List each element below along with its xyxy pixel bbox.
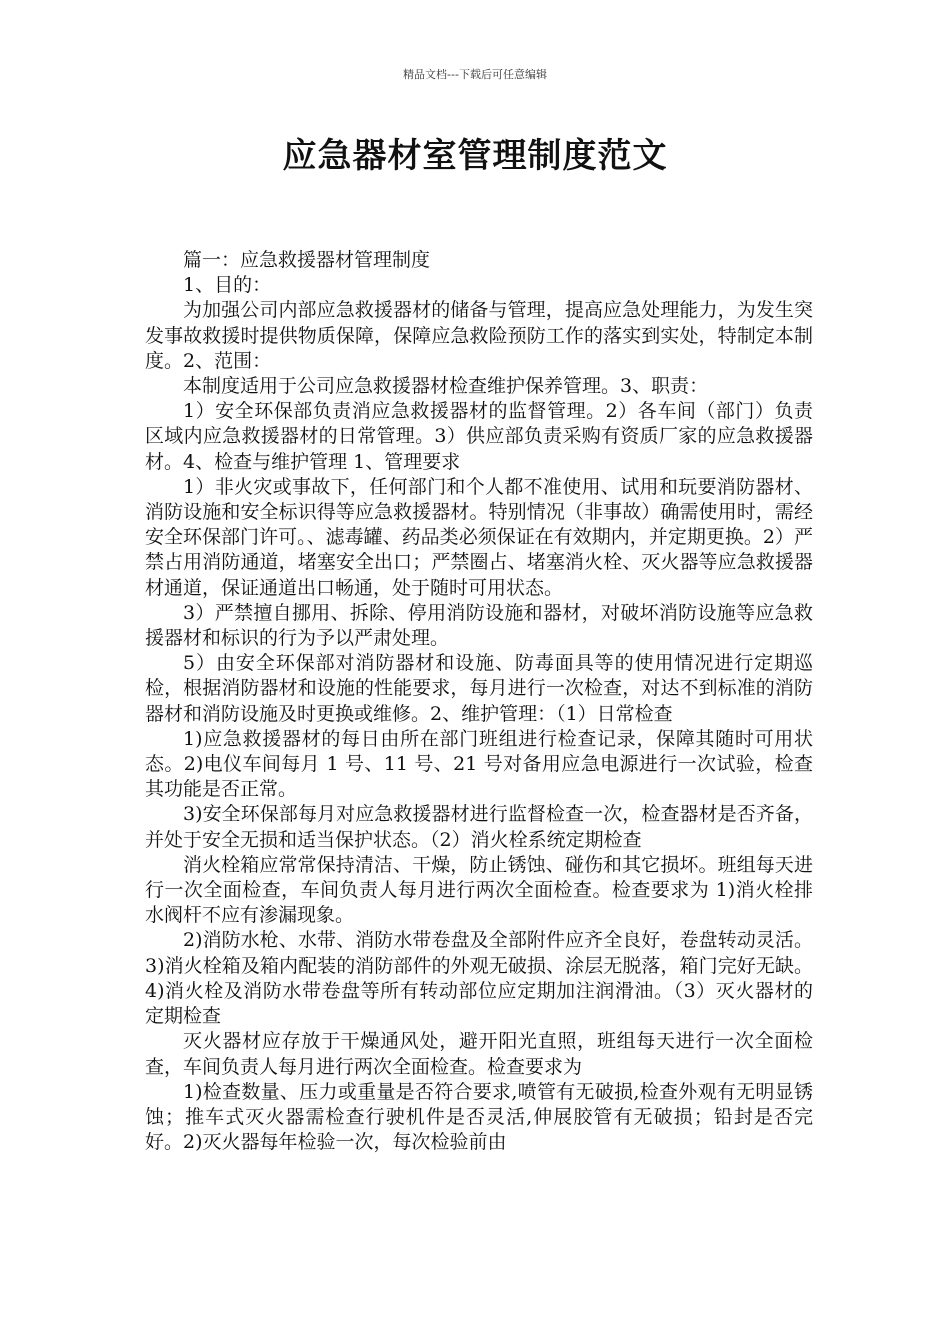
paragraph: 2)消防水枪、水带、消防水带卷盘及全部附件应齐全良好，卷盘转动灵活。3)消火栓箱及箱内配装的消防部件的外观无破损、涂层无脱落，箱门完好无缺。4)消火栓及消防水带卷盘等所有转动部位应定期加注润滑油。（3）灭火器材的定期检查	[145, 929, 813, 1028]
paragraph: 为加强公司内部应急救援器材的储备与管理，提高应急处理能力，为发生突发事故救援时提供物质保障，保障应急救险预防工作的落实到实处，特制定本制度。2、范围：	[145, 299, 813, 372]
paragraph: 3)安全环保部每月对应急救援器材进行监督检查一次，检查器材是否齐备，并处于安全无损和适当保护状态。（2）消火栓系统定期检查	[145, 803, 813, 851]
header-note: 精品文档---下载后可任意编辑	[403, 68, 547, 81]
paragraph: 篇一：应急救援器材管理制度	[183, 249, 431, 271]
document-title: 应急器材室管理制度范文	[282, 136, 668, 176]
paragraph: 本制度适用于公司应急救援器材检查维护保养管理。3、职责：	[183, 375, 709, 398]
paragraph: 1)检查数量、压力或重量是否符合要求,喷管有无破损,检查外观有无明显锈蚀；推车式灭火器需检查行驶机件是否灵活,伸展胶管有无破损；铅封是否完好。2)灭火器每年检验一次，每次检验前由	[145, 1080, 813, 1154]
paragraph: 1、目的：	[183, 274, 272, 297]
paragraph: 1）非火灾或事故下，任何部门和个人都不准使用、试用和玩要消防器材、消防设施和安全标识得等应急救援器材。特别情况（非事故）确需使用时，需经安全环保部门许可。、滤毒罐、药品类必须保证在有效期内，并定期更换。2）严禁占用消防通道，堵塞安全出口；严禁圈占、堵塞消火栓、灭火器等应急救援器材通道，保证通道出口畅通，处于随时可用状态。	[145, 475, 813, 599]
paragraph: 1)应急救援器材的每日由所在部门班组进行检查记录，保障其随时可用状态。2)电仪车间每月 1 号、11 号、21 号对备用应急电源进行一次试验，检查其功能是否正常。	[145, 727, 813, 801]
document-body	[145, 248, 813, 1155]
paragraph: 3）严禁擅自挪用、拆除、停用消防设施和器材，对破坏消防设施等应急救援器材和标识的行为予以严肃处理。	[145, 601, 813, 650]
paragraph: 5）由安全环保部对消防器材和设施、防毒面具等的使用情况进行定期巡检，根据消防器材和设施的性能要求，每月进行一次检查，对达不到标准的消防器材和消防设施及时更换或维修。2、维护管理：（1）日常检查	[145, 652, 813, 725]
paragraph: 灭火器材应存放于干燥通风处，避开阳光直照，班组每天进行一次全面检查，车间负责人每月进行两次全面检查。检查要求为	[145, 1030, 813, 1078]
paragraph: 1）安全环保部负责消应急救援器材的监督管理。2）各车间（部门）负责区域内应急救援器材的日常管理。3）供应部负责采购有资质厂家的应急救援器材。4、检查与维护管理 1、管理要求	[145, 400, 813, 473]
paragraph: 消火栓箱应常常保持清洁、干燥，防止锈蚀、碰伤和其它损坏。班组每天进行一次全面检查，车间负责人每月进行两次全面检查。检查要求为 1)消火栓排水阀杆不应有渗漏现象。	[145, 853, 813, 927]
